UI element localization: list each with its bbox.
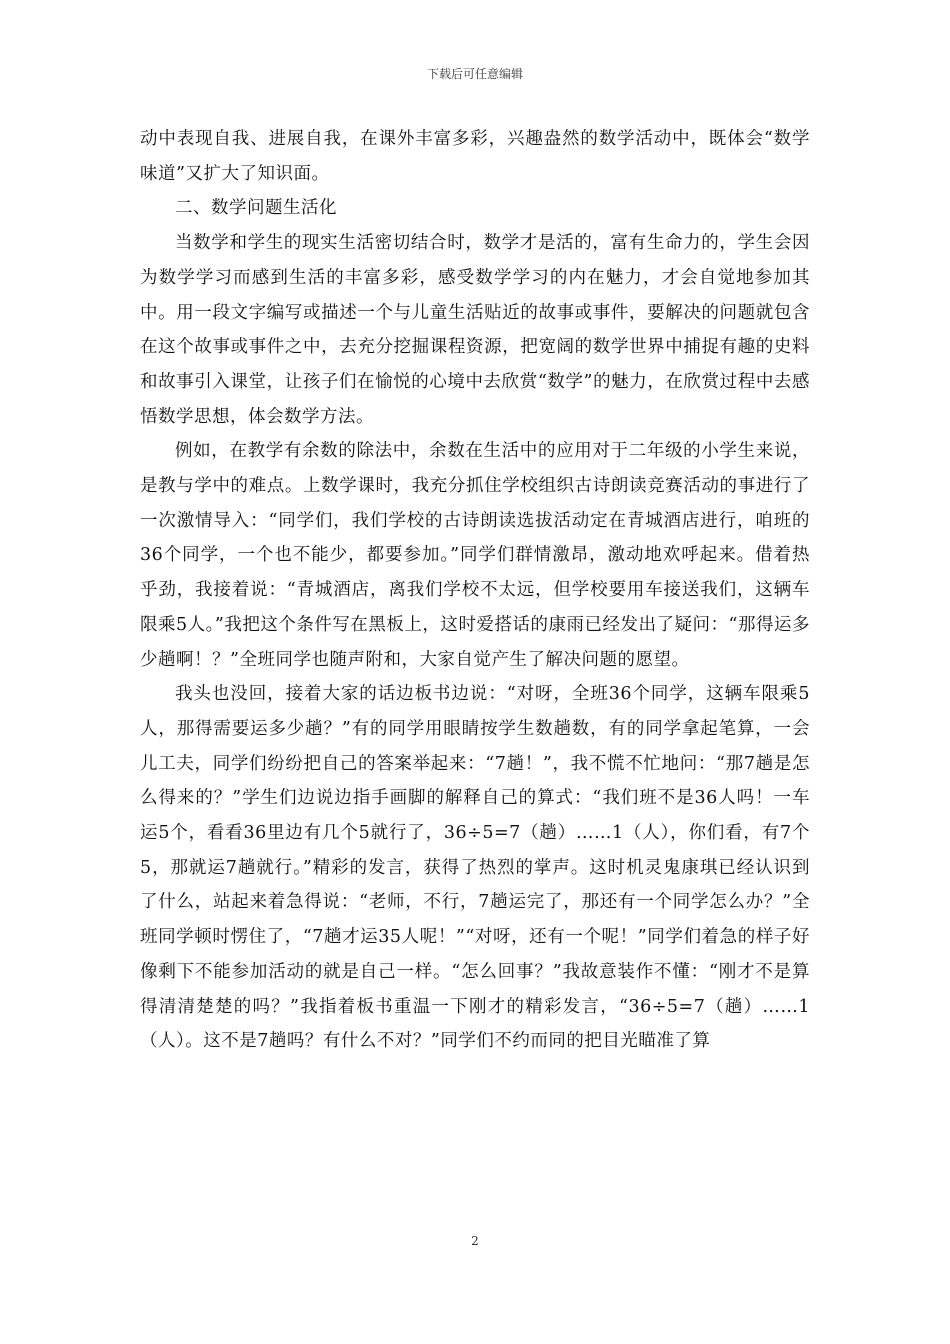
paragraph-continuation: 动中表现自我、进展自我，在课外丰富多彩，兴趣盎然的数学活动中，既体会“数学味道”又扩大了知识面。 — [140, 129, 810, 184]
page-number: 2 — [471, 1234, 479, 1248]
section-heading: 二、数学问题生活化 — [175, 198, 337, 219]
paragraph: 例如，在教学有余数的除法中，余数在生活中的应用对于二年级的小学生来说，是教与学中的难点。上数学课时，我充分抓住学校组织古诗朗读竞赛活动的事进行了一次激情导入：“同学们，我们学校的古诗朗读选拔活动定在青城酒店进行，咱班的36个同学，一个也不能少，都要参加。”同学们群情激昂，激动地欢呼起来。借着热乎劲，我接着说：“青城酒店，离我们学校不太远，但学校要用车接送我们，这辆车限乘5人。”我把这个条件写在黑板上，这时爱搭话的康雨已经发出了疑问：“那得运多少趟啊！？”全班同学也随声附和，大家自觉产生了解决问题的愿望。 — [140, 441, 810, 670]
page-header: 下载后可任意编辑 — [426, 67, 523, 81]
paragraph: 当数学和学生的现实生活密切结合时，数学才是活的，富有生命力的，学生会因为数学学习而感到生活的丰富多彩，感受数学学习的内在魅力，才会自觉地参加其中。用一段文字编写或描述一个与儿童生活贴近的故事或事件，要解决的问题就包含在这个故事或事件之中，去充分挖掘课程资源，把宽阔的数学世界中捕捉有趣的史料和故事引入课堂，让孩子们在愉悦的心境中去欣赏“数学”的魅力，在欣赏过程中去感悟数学思想，体会数学方法。 — [140, 233, 810, 427]
paragraph: 我头也没回，接着大家的话边板书边说：“对呀，全班36个同学，这辆车限乘5人，那得需要运多少趟？”有的同学用眼睛按学生数趟数，有的同学拿起笔算，一会儿工夫，同学们纷纷把自己的答案举起来：“7趟！”，我不慌不忙地问：“那7趟是怎么得来的？”学生们边说边指手画脚的解释自己的算式：“我们班不是36人吗！一车运5个，看看36里边有几个5就行了，36÷5=7（趟）……1（人），你们看，有7个5，那就运7趟就行。”精彩的发言，获得了热烈的掌声。这时机灵鬼康琪已经认识到了什么，站起来着急得说：“老师，不行，7趟运完了，那还有一个同学怎么办？”全班同学顿时愣住了，“7趟才运35人呢！”“对呀，还有一个呢！”同学们着急的样子好像剩下不能参加活动的就是自己一样。“怎么回事？”我故意装作不懂：“刚才不是算得清清楚楚的吗？”我指着板书重温一下刚才的精彩发言，“36÷5=7（趟）……1（人）。这不是7趟吗？有什么不对？”同学们不约而同的把目光瞄准了算 — [140, 684, 810, 1052]
document-body — [140, 122, 810, 1059]
